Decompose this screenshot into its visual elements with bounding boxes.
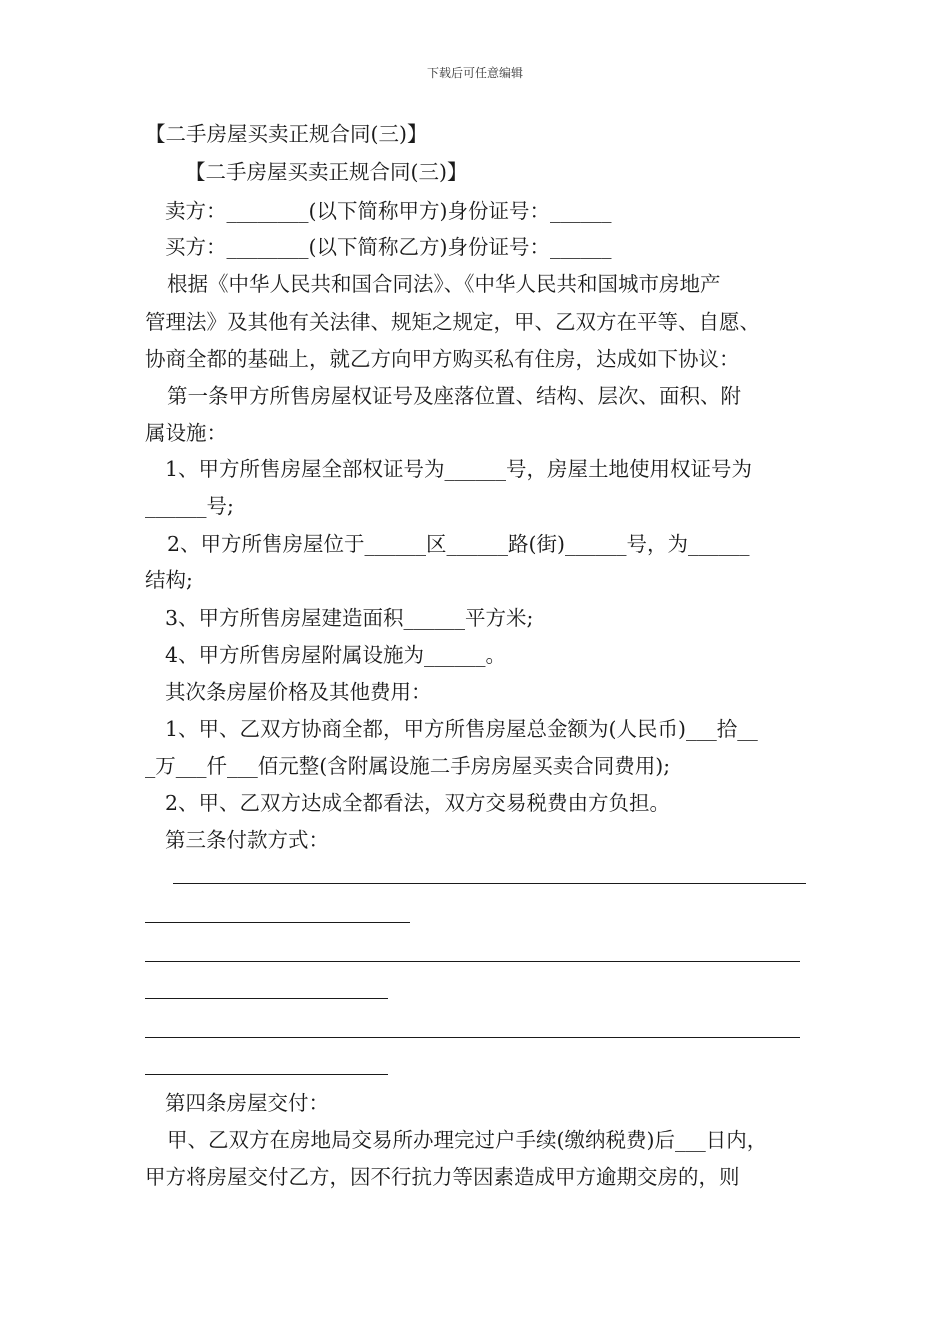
intro-line-3: 协商全都的基础上，就乙方向甲方购买私有住房，达成如下协议： xyxy=(145,347,740,371)
seller-line: 卖方：________(以下简称甲方)身份证号：______ xyxy=(165,199,612,223)
article-1-item-2-line-1: 2、甲方所售房屋位于______区______路(街)______号，为______ xyxy=(167,532,750,556)
article-1-line-2: 属设施： xyxy=(145,421,227,445)
payment-blank-line-1 xyxy=(173,883,806,884)
article-1-item-2-line-2: 结构; xyxy=(145,568,193,592)
payment-blank-line-2 xyxy=(145,922,410,923)
page-header: 下载后可任意编辑 xyxy=(426,66,523,80)
buyer-line: 买方：________(以下简称乙方)身份证号：______ xyxy=(165,235,612,259)
article-1-item-4: 4、甲方所售房屋附属设施为______。 xyxy=(165,643,507,667)
payment-blank-line-3 xyxy=(145,961,800,962)
article-4-line-1: 甲、乙双方在房地局交易所办理完过户手续(缴纳税费)后___日内， xyxy=(167,1128,768,1152)
article-2-heading: 其次条房屋价格及其他费用： xyxy=(165,680,432,704)
article-1-line-1: 第一条甲方所售房屋权证号及座落位置、结构、层次、面积、附 xyxy=(167,384,741,408)
intro-line-1: 根据《中华人民共和国合同法》、《中华人民共和国城市房地产 xyxy=(167,272,721,296)
doc-title: 【二手房屋买卖正规合同(三)】 xyxy=(145,122,428,146)
article-1-item-1-line-1: 1、甲方所售房屋全部权证号为______号，房屋土地使用权证号为 xyxy=(165,457,753,481)
article-2-item-2: 2、甲、乙双方达成全都看法，双方交易税费由方负担。 xyxy=(165,791,671,815)
payment-blank-line-5 xyxy=(145,1037,800,1038)
intro-line-2: 管理法》及其他有关法律、规矩之规定，甲、乙双方在平等、自愿、 xyxy=(145,310,760,334)
article-2-item-1-line-1: 1、甲、乙双方协商全都，甲方所售房屋总金额为(人民币)___拾__ xyxy=(165,717,758,741)
article-3-heading: 第三条付款方式： xyxy=(165,828,329,852)
article-4-line-2: 甲方将房屋交付乙方，因不行抗力等因素造成甲方逾期交房的，则 xyxy=(145,1165,740,1189)
doc-subtitle: 【二手房屋买卖正规合同(三)】 xyxy=(185,160,468,184)
article-4-heading: 第四条房屋交付： xyxy=(165,1091,329,1115)
payment-blank-line-4 xyxy=(145,998,388,999)
article-1-item-1-line-2: ______号; xyxy=(145,494,234,518)
payment-blank-line-6 xyxy=(145,1074,388,1075)
article-1-item-3: 3、甲方所售房屋建造面积______平方米; xyxy=(165,606,534,630)
article-2-item-1-line-2: _万___仟___佰元整(含附属设施二手房房屋买卖合同费用); xyxy=(145,754,671,778)
